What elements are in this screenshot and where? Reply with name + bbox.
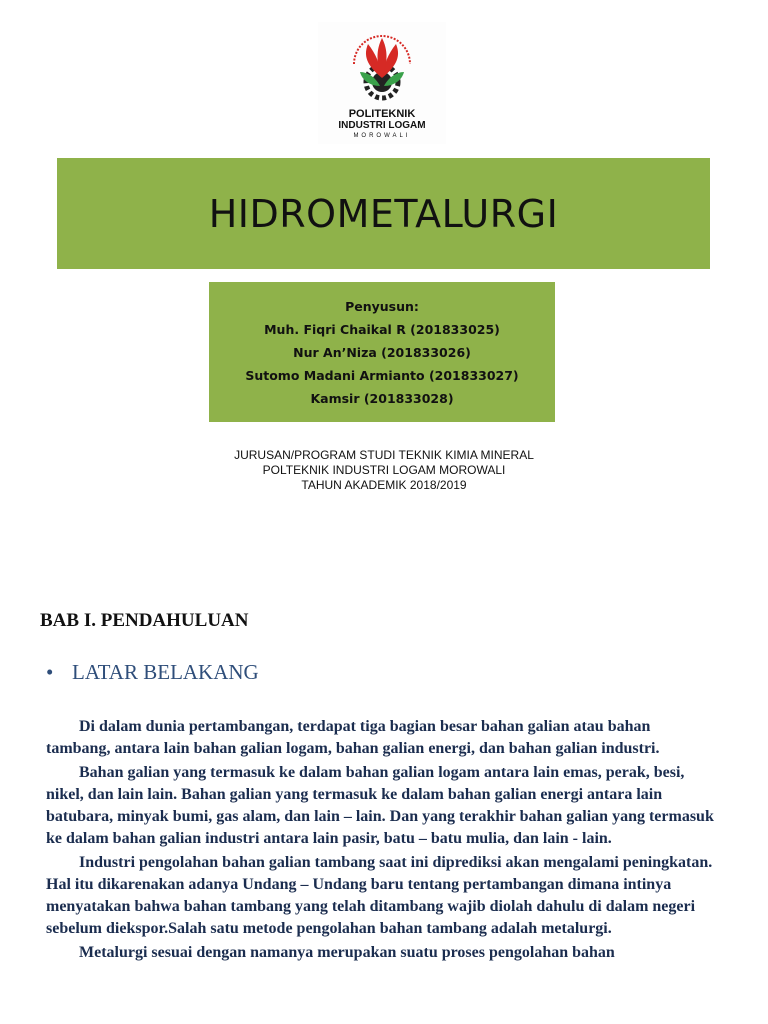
institution-line: POLTEKNIK INDUSTRI LOGAM MOROWALI [262, 463, 506, 477]
section-title: LATAR BELAKANG [72, 660, 259, 684]
academic-year-line: TAHUN AKADEMIK 2018/2019 [301, 478, 467, 492]
author-name: Kamsir (201833028) [310, 390, 454, 406]
body-text [46, 716, 714, 966]
author-name: Nur An’Niza (201833026) [293, 344, 471, 360]
author-name: Sutomo Madani Armianto (201833027) [245, 367, 519, 383]
paragraph: Bahan galian yang termasuk ke dalam bahan galian logam antara lain emas, perak, besi, nikel, dan lain lain. Bahan galian yang termasuk ke dalam bahan galian energi antara lain batubara, minyak bumi, gas alam, dan lain – lain. Dan yang terakhir bahan galian yang termasuk ke dalam bahan galian industri antara lain pasir, batu – batu mulia, dan lain - lain. [46, 764, 714, 847]
polytechnic-emblem-icon [346, 28, 418, 106]
chapter-heading: BAB I. PENDAHULUAN [40, 610, 249, 631]
author-name: Muh. Fiqri Chaikal R (201833025) [264, 321, 500, 337]
paragraph: Industri pengolahan bahan galian tambang saat ini diprediksi akan mengalami peningkatan. Hal itu dikarenakan adanya Undang – Undang baru tentang pertambangan dimana intinya menyatakan bahwa bahan tambang yang telah ditambang wajib diolah dahulu di dalam negeri sebelum diekspor.Salah satu metode pengolahan bahan tambang adalah metalurgi. [46, 854, 713, 937]
document-title: HIDROMETALURGI [208, 191, 559, 236]
logo-line-3: MOROWALI [353, 133, 411, 139]
department-info [0, 448, 768, 493]
bullet-icon: • [46, 660, 54, 684]
authors-box [209, 282, 555, 422]
authors-heading: Penyusun: [345, 298, 419, 314]
logo-line-1: POLITEKNIK [348, 108, 416, 120]
department-line: JURUSAN/PROGRAM STUDI TEKNIK KIMIA MINERAL [234, 448, 534, 462]
section-heading [46, 660, 259, 685]
logo-line-2: INDUSTRI LOGAM [338, 120, 426, 131]
paragraph: Di dalam dunia pertambangan, terdapat tiga bagian besar bahan galian atau bahan tambang, antara lain bahan galian logam, bahan galian energi, dan bahan galian industri. [46, 718, 660, 757]
institution-logo [318, 22, 446, 144]
title-banner [57, 158, 710, 269]
paragraph: Metalurgi sesuai dengan namanya merupakan suatu proses pengolahan bahan [79, 944, 615, 961]
